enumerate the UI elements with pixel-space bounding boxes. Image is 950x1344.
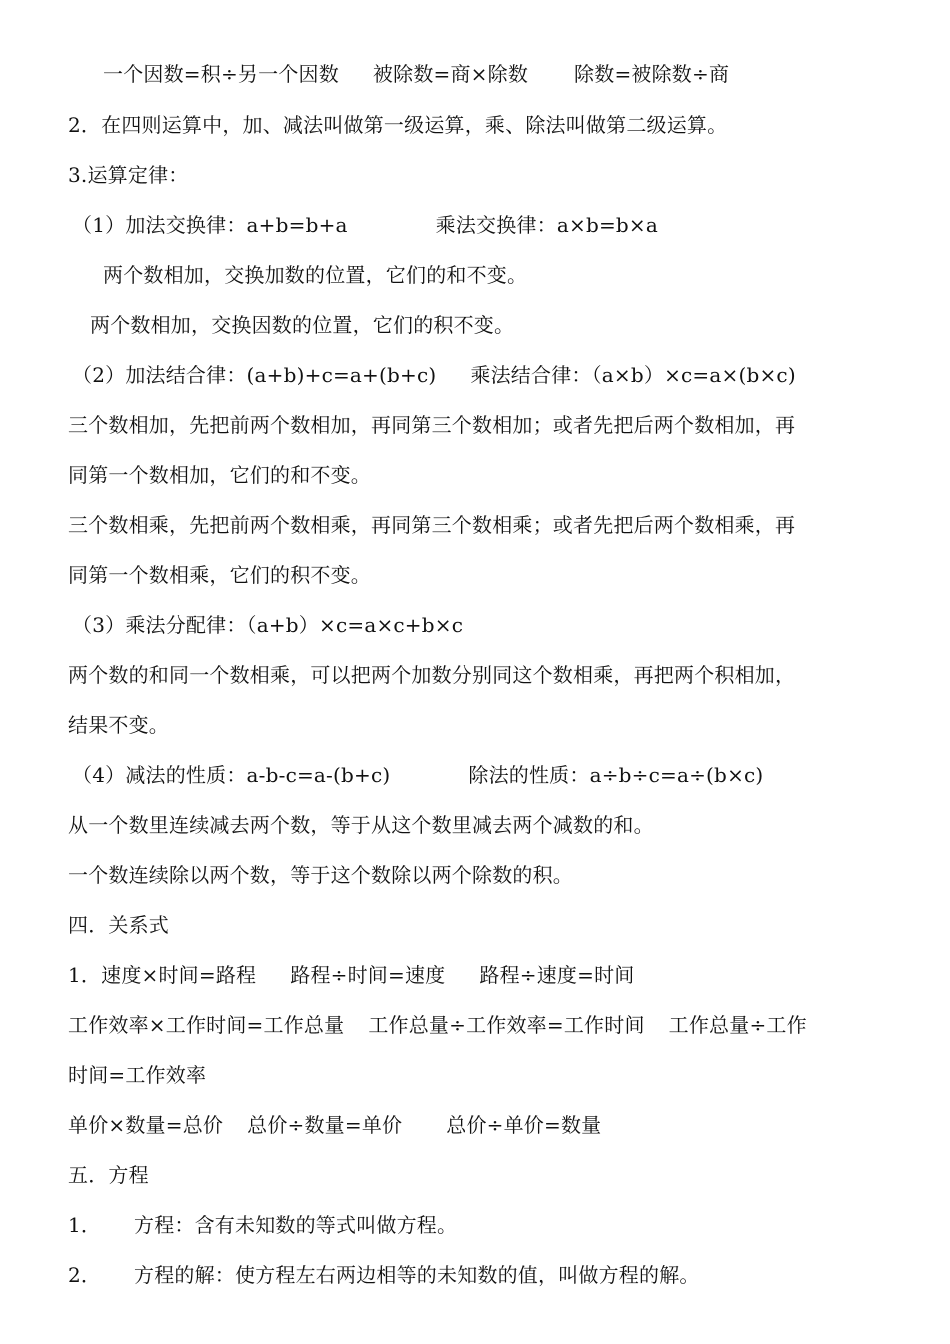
law-add-commutative: （1）加法交换律：a+b=b+a: [72, 213, 348, 237]
relation-work-continued: 时间=工作效率: [68, 1063, 207, 1087]
definition-equation-solution-text: 方程的解：使方程左右两边相等的未知数的值，叫做方程的解。: [134, 1263, 700, 1287]
relation-price-2: 总价÷数量=单价: [247, 1113, 403, 1137]
heading-operation-laws: 3.运算定律：: [68, 163, 189, 187]
formula-line-factor-quotient: [103, 61, 729, 87]
description-division-property: 一个数连续除以两个数，等于这个数除以两个除数的积。: [68, 863, 573, 887]
law-division-property: 除法的性质：a÷b÷c=a÷(b×c): [468, 763, 764, 787]
definition-equation-text: 方程：含有未知数的等式叫做方程。: [134, 1213, 458, 1237]
formula-factor: 一个因数=积÷另一个因数: [103, 62, 339, 86]
formula-divisor: 除数=被除数÷商: [574, 62, 730, 86]
description-distributive-2: 结果不变。: [68, 713, 169, 737]
law-subtraction-property: （4）减法的性质：a-b-c=a-(b+c): [72, 763, 391, 787]
relation-speed-3: 路程÷速度=时间: [479, 963, 635, 987]
list-number: 1．: [68, 1213, 102, 1237]
relation-work-2: 工作总量÷工作效率=工作时间: [368, 1013, 645, 1037]
list-number: 2．: [68, 1263, 102, 1287]
relation-price-line: [68, 1112, 601, 1138]
law-distributive: （3）乘法分配律：（a+b）×c=a×c+b×c: [72, 613, 464, 637]
law-add-associative: （2）加法结合律：(a+b)+c=a+(b+c): [72, 363, 437, 387]
law-mul-associative: 乘法结合律：（a×b）×c=a×(b×c): [470, 363, 796, 387]
description-add-commutative: 两个数相加，交换加数的位置，它们的和不变。: [103, 263, 528, 287]
relation-speed-2: 路程÷时间=速度: [290, 963, 446, 987]
relation-work-line: [68, 1012, 807, 1038]
definition-equation-solution: [68, 1262, 700, 1288]
description-distributive-1: 两个数的和同一个数相乘，可以把两个加数分别同这个数相乘，再把两个积相加，: [68, 663, 796, 687]
formula-dividend: 被除数=商×除数: [372, 62, 529, 86]
law-commutative-line: [72, 212, 658, 238]
description-add-associative-2: 同第一个数相加，它们的和不变。: [68, 463, 371, 487]
description-subtraction-property: 从一个数里连续减去两个数，等于从这个数里减去两个减数的和。: [68, 813, 654, 837]
description-mul-associative-1: 三个数相乘，先把前两个数相乘，再同第三个数相乘；或者先把后两个数相乘，再: [68, 513, 796, 537]
law-associative-line: [72, 362, 796, 388]
paragraph-operation-levels: 2．在四则运算中，加、减法叫做第一级运算，乘、除法叫做第二级运算。: [68, 113, 728, 137]
relation-speed-line: [68, 962, 635, 988]
relation-price-3: 总价÷单价=数量: [446, 1113, 602, 1137]
description-add-associative-1: 三个数相加，先把前两个数相加，再同第三个数相加；或者先把后两个数相加，再: [68, 413, 796, 437]
relation-price-1: 单价×数量=总价: [68, 1113, 224, 1137]
heading-equations: 五．方程: [68, 1163, 149, 1187]
heading-relations: 四．关系式: [68, 913, 169, 937]
relation-work-1: 工作效率×工作时间=工作总量: [68, 1013, 345, 1037]
relation-work-3: 工作总量÷工作: [668, 1013, 807, 1037]
law-properties-line: [72, 762, 763, 788]
definition-equation: [68, 1212, 457, 1238]
description-mul-associative-2: 同第一个数相乘，它们的积不变。: [68, 563, 371, 587]
relation-speed-1: 1．速度×时间=路程: [68, 963, 257, 987]
description-mul-commutative: 两个数相加，交换因数的位置，它们的积不变。: [90, 313, 515, 337]
law-mul-commutative: 乘法交换律：a×b=b×a: [435, 213, 658, 237]
